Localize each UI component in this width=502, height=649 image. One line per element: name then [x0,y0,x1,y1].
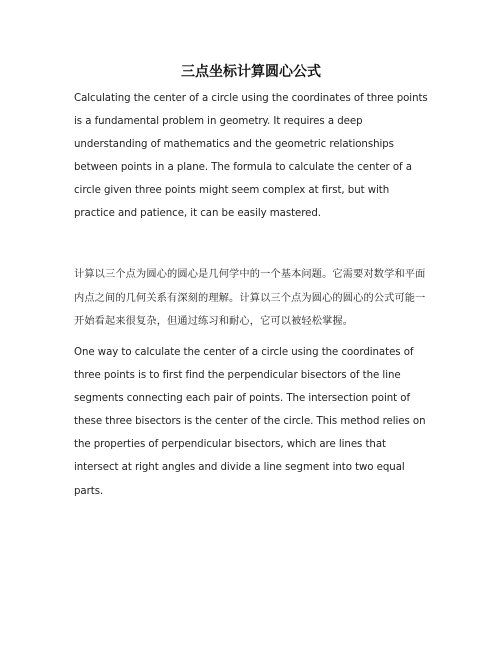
paragraph-chinese-translation: 计算以三个点为圆心的圆心是几何学中的一个基本问题。它需要对数学和平面内点之间的几何关系有深刻的理解。计算以三个点为圆心的圆心的公式可能一开始看起来很复杂，但通过练习和耐心，它可以被轻松掌握。 [74,269,426,327]
paragraph-perpendicular-bisector-method: One way to calculate the center of a circle using the coordinates of three points is to first find the perpendicular bisectors of the line segments connecting each pair of points. The intersection point of these three bisectors is the center of the circle. This method relies on the properties of perpendicular bisectors, which are lines that intersect at right angles and divide a line segment into two equal parts. [74,347,426,497]
paragraph-english-intro: Calculating the center of a circle using the coordinates of three points is a fundamental problem in geometry. It requires a deep understanding of mathematics and the geometric relationships between points in a plane. The formula to calculate the center of a circle given three points might seem complex at first, but with practice and patience, it can be easily mastered. [74,93,428,220]
document-title: 三点坐标计算圆心公式 [181,64,321,80]
